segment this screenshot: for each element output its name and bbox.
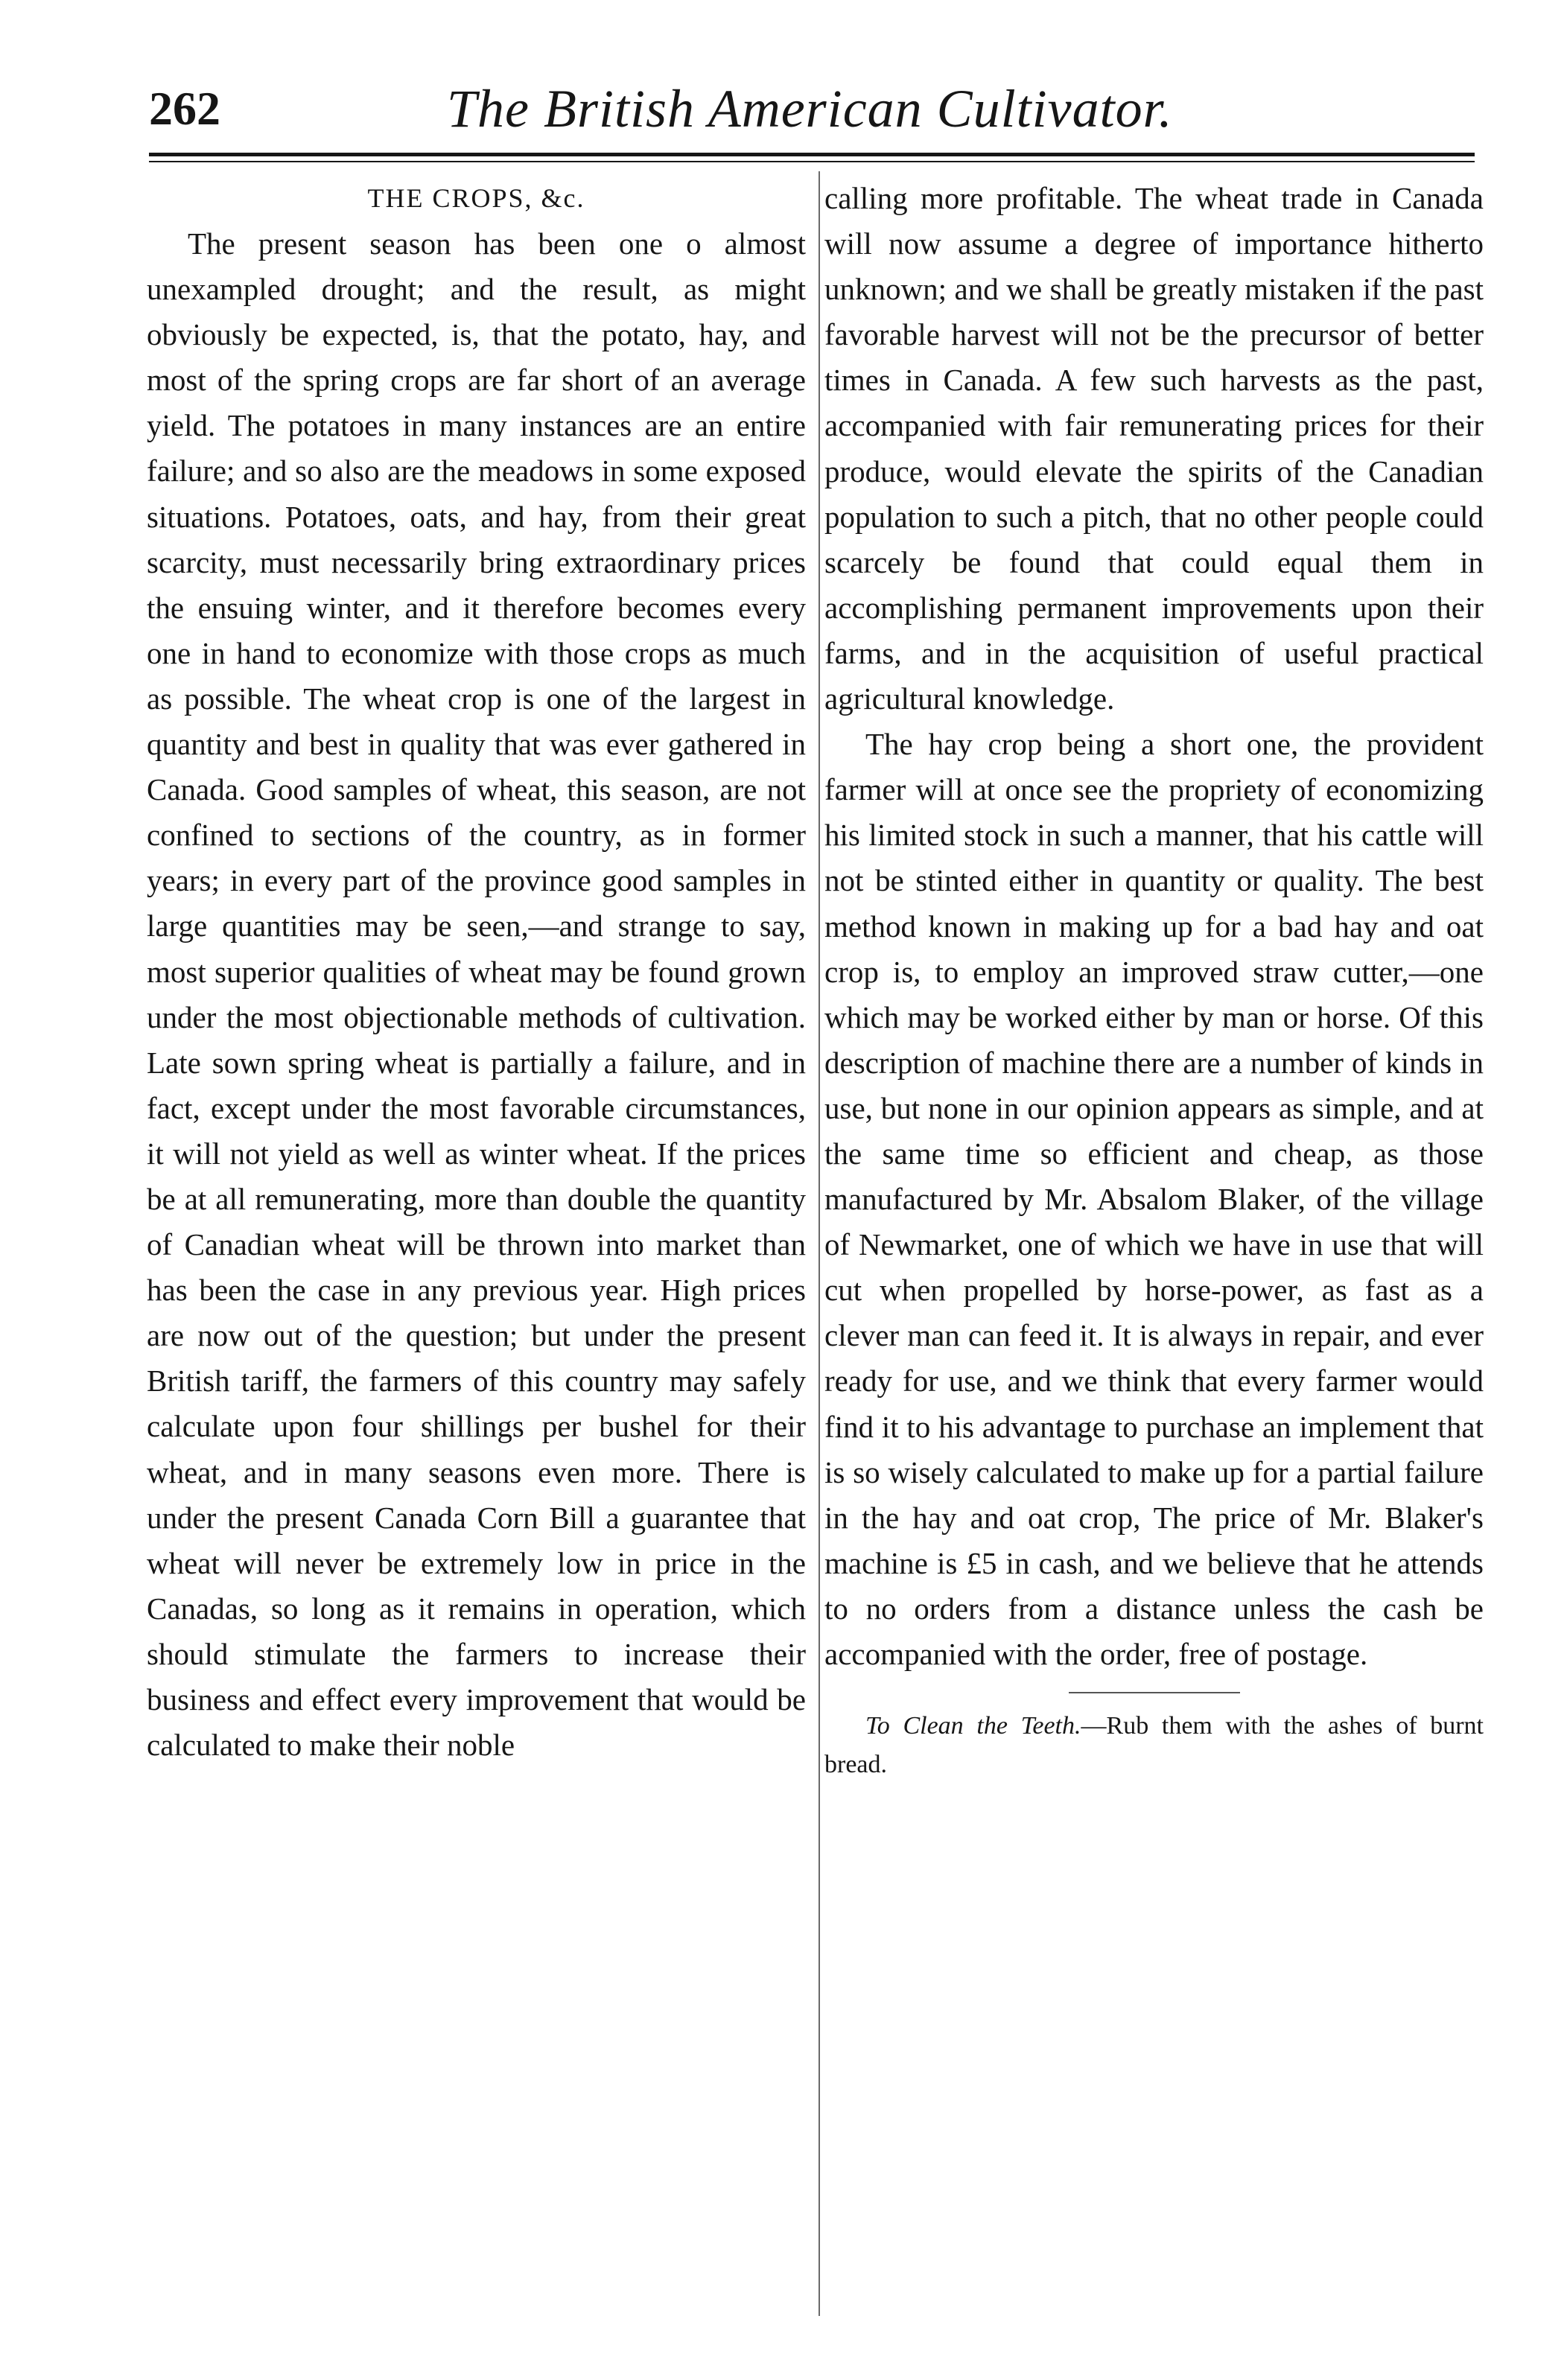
note-lead: To Clean the Teeth. <box>865 1712 1081 1740</box>
page-header <box>149 71 1490 146</box>
header-rule-thin <box>149 161 1475 162</box>
header-rule-thick <box>149 153 1475 156</box>
article-paragraph-continued: calling more profitable. The wheat trade in Canada will now assume a degree of importance hitherto unknown; and we shall be greatly mistaken if the past favorable harvest will not be the precursor of better times in Canada. A few such harvests as the past, accompanied with fair remunerating prices for their produce, would elevate the spirits of the Canadian population to such a pitch, that no other people could scarcely be found that could equal them in accomplishing permanent improvements upon their farms, and in the acquisition of useful practical agricultural knowledge. <box>824 181 1484 716</box>
article-title: THE CROPS, &c. <box>367 183 585 213</box>
note-text: —Rub them with the ashes of burnt bread. <box>824 1712 1484 1779</box>
teeth-note <box>824 1707 1484 1784</box>
section-separator <box>1069 1692 1240 1693</box>
running-title: The British American Cultivator. <box>447 79 1173 139</box>
article-paragraph: The hay crop being a short one, the provident farmer will at once see the propriety of economizing his limited stock in such a manner, that his cattle will not be stinted either in quantity or quality. The best method known in making up for a bad hay and oat crop is, to employ an improved straw cutter,—one which may be worked either by man or horse. Of this description of machine there are a number of kinds in use, but none in our opinion appears as simple, and at the same time so efficient and cheap, as those manufactured by Mr. Absalom Blaker, of the village of Newmarket, one of which we have in use that will cut when propelled by horse-power, as fast as a clever man can feed it. It is always in repair, and ever ready for use, and we think that every farmer would find it to his advantage to purchase an implement that is so wisely calculated to make up for a partial failure in the hay and oat crop, The price of Mr. Blaker's machine is £5 in cash, and we believe that he attends to no orders from a distance unless the cash be accompanied with the order, free of postage. <box>824 727 1484 1671</box>
article-paragraph: The present season has been one o almost unexampled drought; and the result, as might obviously be expected, is, that the potato, hay, and most of the spring crops are far short of an average yield. The potatoes in many instances are an entire failure; and so also are the meadows in some exposed situations. Potatoes, oats, and hay, from their great scarcity, must necessarily bring extraordinary prices the ensuing winter, and it therefore becomes every one in hand to economize with those crops as much as possible. The wheat crop is one of the largest in quantity and best in quality that was ever gathered in Canada. Good samples of wheat, this season, are not confined to sections of the country, as in former years; in every part of the province good samples in large quantities may be seen,—and strange to say, most superior qualities of wheat may be found grown under the most objectionable methods of cultivation. Late sown spring wheat is partially a failure, and in fact, except under the most favorable circumstances, it will not yield as well as winter wheat. If the prices be at all remunerating, more than double the quantity of Canadian wheat will be thrown into market than has been the case in any previous year. High prices are now out of the question; but under the present British tariff, the farmers of this country may safely calculate upon four shillings per bushel for their wheat, and in many seasons even more. There is under the present Canada Corn Bill a guarantee that wheat will never be extremely low in price in the Canadas, so long as it remains in operation, which should stimulate the farmers to increase their business and effect every improvement that would be calculated to make their noble <box>147 226 806 1763</box>
column-divider <box>819 171 820 2316</box>
left-column <box>147 176 806 1768</box>
page-number: 262 <box>149 82 220 135</box>
right-column <box>824 176 1484 1784</box>
